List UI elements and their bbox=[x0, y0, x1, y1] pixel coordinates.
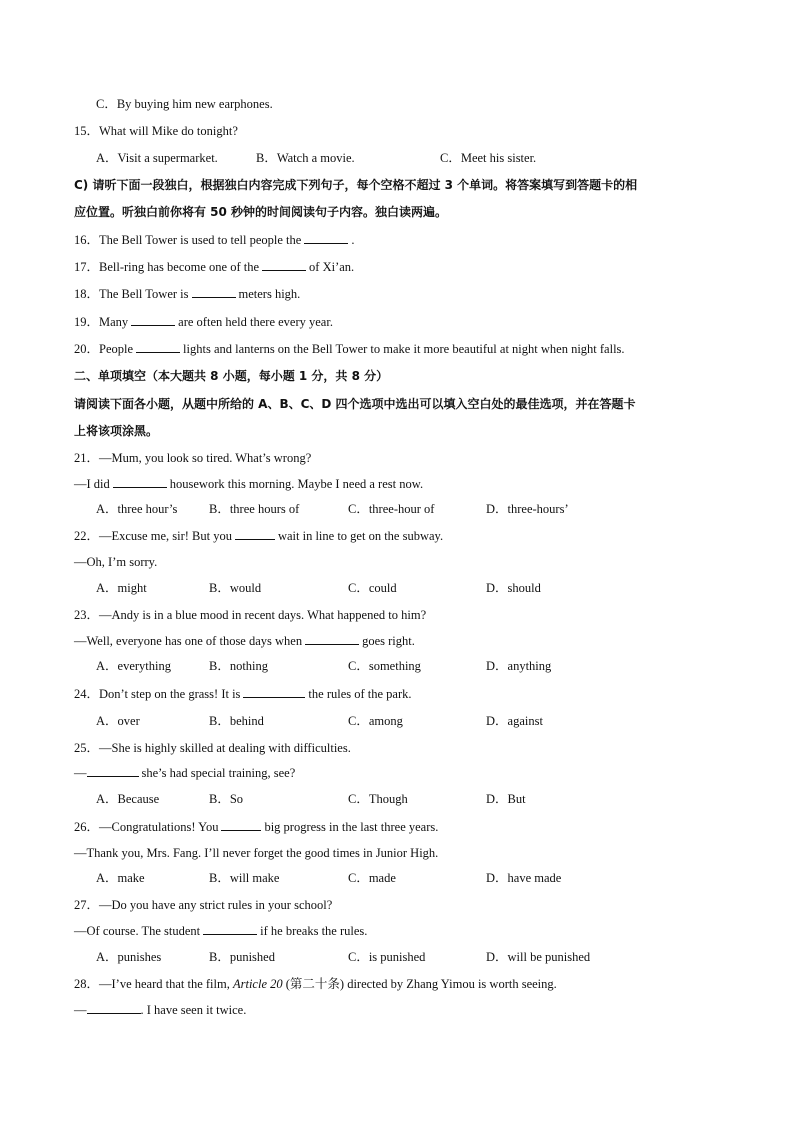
q24-option-b: B．behind bbox=[209, 714, 264, 728]
q24-options bbox=[96, 713, 716, 729]
q27-option-b: B．punished bbox=[209, 950, 275, 964]
question-23: 23．—Andy is in a blue mood in recent days. What happened to him? bbox=[74, 608, 427, 622]
q27-option-d: D．will be punished bbox=[486, 950, 591, 964]
answer-blank bbox=[262, 259, 306, 271]
q22-option-b: B．would bbox=[209, 581, 262, 595]
question-16 bbox=[74, 232, 354, 248]
q15-option-b: B．Watch a movie. bbox=[256, 151, 355, 165]
q25-response bbox=[74, 765, 295, 781]
q16-text: 16．The Bell Tower is used to tell people the bbox=[74, 233, 302, 247]
q23-option-a: A．everything bbox=[96, 659, 171, 673]
part-two-heading: 二、单项填空（本大题共 8 小题，每小题 1 分，共 8 分） bbox=[74, 369, 389, 383]
q26-option-c: C．made bbox=[348, 871, 396, 885]
q23-option-c: C．something bbox=[348, 659, 421, 673]
q27-options bbox=[96, 949, 716, 965]
question-22 bbox=[74, 528, 443, 544]
q28-response-text: — bbox=[74, 1003, 87, 1017]
answer-blank bbox=[131, 314, 175, 326]
q25-option-d: D．But bbox=[486, 792, 526, 806]
q21-options bbox=[96, 501, 716, 517]
q22-text-end: wait in line to get on the subway. bbox=[277, 529, 444, 543]
question-15: 15．What will Mike do tonight? bbox=[74, 124, 238, 138]
q27-option-c: C．is punished bbox=[348, 950, 426, 964]
q19-text-end: are often held there every year. bbox=[178, 315, 333, 329]
q23-response bbox=[74, 633, 415, 649]
answer-blank bbox=[87, 765, 139, 777]
q18-text: 18．The Bell Tower is bbox=[74, 287, 189, 301]
q28-film-title: Article 20 bbox=[232, 977, 283, 991]
q28-response bbox=[74, 1002, 246, 1018]
q23-response-text: —Well, everyone has one of those days when bbox=[74, 634, 303, 648]
q28-response-text-end: . I have seen it twice. bbox=[140, 1003, 247, 1017]
q28-text-end: (第二十条) directed by Zhang Yimou is worth seeing. bbox=[285, 977, 557, 991]
q21-option-c: C．three-hour of bbox=[348, 502, 435, 516]
q21-option-d: D．three-hours’ bbox=[486, 502, 569, 516]
q20-text-end: lights and lanterns on the Bell Tower to make it more beautiful at night when night falls. bbox=[183, 342, 625, 356]
q17-text-end: of Xi’an. bbox=[309, 260, 355, 274]
part-two-instruction-cont: 上将该项涂黑。 bbox=[74, 424, 159, 438]
q17-text: 17．Bell-ring has become one of the bbox=[74, 260, 260, 274]
answer-blank bbox=[305, 633, 359, 645]
q18-text-end: meters high. bbox=[238, 287, 301, 301]
q28-text: 28．—I’ve heard that the film, bbox=[74, 977, 230, 991]
question-26 bbox=[74, 819, 438, 835]
q14-option-c: C．By buying him new earphones. bbox=[96, 97, 273, 111]
q19-text: 19．Many bbox=[74, 315, 129, 329]
question-27: 27．—Do you have any strict rules in your school? bbox=[74, 898, 333, 912]
q25-response-text-end: she’s had special training, see? bbox=[141, 766, 296, 780]
q23-options bbox=[96, 658, 716, 674]
q24-text: 24．Don’t step on the grass! It is bbox=[74, 687, 241, 701]
answer-blank bbox=[87, 1002, 141, 1014]
question-19 bbox=[74, 314, 333, 330]
q27-response-text-end: if he breaks the rules. bbox=[260, 924, 368, 938]
q21-response-text: —I did bbox=[74, 477, 110, 491]
question-25: 25．—She is highly skilled at dealing with difficulties. bbox=[74, 741, 351, 755]
q24-option-d: D．against bbox=[486, 714, 543, 728]
q26-option-a: A．make bbox=[96, 871, 145, 885]
q26-option-b: B．will make bbox=[209, 871, 280, 885]
q24-option-c: C．among bbox=[348, 714, 403, 728]
q22-option-a: A．might bbox=[96, 581, 147, 595]
q20-text: 20．People bbox=[74, 342, 134, 356]
q16-text-end: . bbox=[351, 233, 355, 247]
q24-option-a: A．over bbox=[96, 714, 140, 728]
q22-option-c: C．could bbox=[348, 581, 397, 595]
question-17 bbox=[74, 259, 354, 275]
q23-response-text-end: goes right. bbox=[362, 634, 415, 648]
answer-blank bbox=[192, 286, 236, 298]
section-c-instruction: C) 请听下面一段独白，根据独白内容完成下列句子，每个空格不超过 3 个单词。将答案填写到答题卡的相 bbox=[74, 178, 638, 192]
answer-blank bbox=[304, 232, 348, 244]
q25-response-text: — bbox=[74, 766, 87, 780]
q26-text: 26．—Congratulations! You bbox=[74, 820, 219, 834]
q24-text-end: the rules of the park. bbox=[308, 687, 412, 701]
q23-option-b: B．nothing bbox=[209, 659, 269, 673]
q21-response-text-end: housework this morning. Maybe I need a rest now. bbox=[169, 477, 424, 491]
q15-option-a: A．Visit a supermarket. bbox=[96, 151, 218, 165]
part-two-instruction: 请阅读下面各小题，从题中所给的 A、B、C、D 四个选项中选出可以填入空白处的最佳选项，并在答题卡 bbox=[74, 397, 636, 411]
answer-blank bbox=[221, 819, 261, 831]
q26-option-d: D．have made bbox=[486, 871, 562, 885]
answer-blank bbox=[203, 923, 257, 935]
q15-options bbox=[96, 150, 716, 166]
q21-option-a: A．three hour’s bbox=[96, 502, 178, 516]
q26-options bbox=[96, 870, 716, 886]
q27-response bbox=[74, 923, 367, 939]
q26-response: —Thank you, Mrs. Fang. I’ll never forget the good times in Junior High. bbox=[74, 846, 439, 860]
q26-text-end: big progress in the last three years. bbox=[264, 820, 439, 834]
question-24 bbox=[74, 686, 412, 702]
q15-option-c: C．Meet his sister. bbox=[440, 151, 537, 165]
q25-options bbox=[96, 791, 716, 807]
question-28 bbox=[74, 976, 557, 992]
answer-blank bbox=[235, 528, 275, 540]
q22-response: —Oh, I’m sorry. bbox=[74, 555, 158, 569]
q25-option-a: A．Because bbox=[96, 792, 160, 806]
question-21: 21．—Mum, you look so tired. What’s wrong? bbox=[74, 451, 312, 465]
q27-response-text: —Of course. The student bbox=[74, 924, 201, 938]
q25-option-b: B．So bbox=[209, 792, 244, 806]
q22-text: 22．—Excuse me, sir! But you bbox=[74, 529, 232, 543]
q21-response bbox=[74, 476, 423, 492]
question-20 bbox=[74, 341, 625, 357]
q23-option-d: D．anything bbox=[486, 659, 552, 673]
answer-blank bbox=[136, 341, 180, 353]
q22-options bbox=[96, 580, 716, 596]
answer-blank bbox=[243, 686, 305, 698]
section-c-instruction-cont: 应位置。听独白前你将有 50 秒钟的时间阅读句子内容。独白读两遍。 bbox=[74, 205, 448, 219]
q21-option-b: B．three hours of bbox=[209, 502, 300, 516]
q27-option-a: A．punishes bbox=[96, 950, 162, 964]
q22-option-d: D．should bbox=[486, 581, 541, 595]
question-18 bbox=[74, 286, 300, 302]
q25-option-c: C．Though bbox=[348, 792, 408, 806]
answer-blank bbox=[113, 476, 167, 488]
